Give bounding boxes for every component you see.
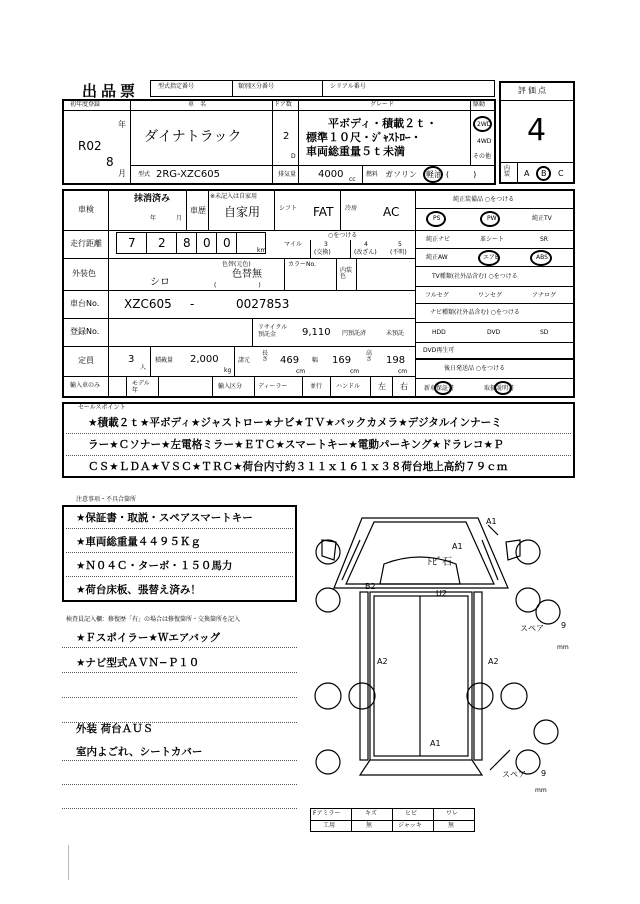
equip-tv: 純正TV	[532, 215, 552, 222]
model-value: 2RG-XZC605	[156, 169, 220, 180]
first-reg-year-unit: 年	[118, 120, 126, 129]
history-label: 車歴	[190, 206, 206, 215]
fuel-light-oil: 軽油	[426, 170, 442, 179]
chassis-number: 0027853	[236, 297, 290, 311]
mileage-unit: km	[257, 247, 267, 254]
docs-warranty-circle	[434, 381, 452, 395]
grade-label: グレード	[370, 101, 395, 108]
dims-label: 諸元	[238, 357, 251, 364]
first-reg-label: 初年度登録	[70, 101, 101, 108]
equip-pw-circle	[480, 211, 500, 227]
notes-label: 注意事項・不具合箇所	[76, 496, 137, 503]
equip-leather: 革シート	[480, 236, 505, 243]
damage-mark-u2: U2	[436, 589, 447, 598]
hgt-label: 高さ	[366, 350, 373, 363]
genuine-label: 純正装備品 ○をつける	[453, 196, 515, 203]
model-year-label: モデル年	[132, 380, 150, 395]
ac-label: 冷房	[345, 205, 358, 212]
mileage-digit-5: 0	[223, 236, 231, 250]
equip-airbag-circle	[478, 250, 500, 266]
interior-grade-b: B	[541, 169, 547, 178]
shaken-label: 車検	[78, 205, 94, 214]
equip-navi: 純正ナビ	[426, 236, 451, 243]
handle-left: 左	[378, 382, 386, 391]
miles-label: マイル	[284, 241, 302, 248]
meter-opt-unknown: (不明)	[390, 249, 407, 256]
chassis-label: 車台No.	[70, 299, 100, 308]
displacement-label: 排気量	[278, 171, 297, 178]
sales-point-line-3: ＣＳ★ＬＤＡ★ＶＳＣ★ＴＲＣ★荷台内寸約３１１ｘ１６１ｘ３８荷台地上高約７９ｃｍ	[88, 461, 508, 473]
import-parallel: 並行	[310, 383, 323, 390]
sales-point-line-2: ラー★Ｃソナー★左電格ミラー★ＥＴＣ★スマートキー★電動パーキング★ドラレコ★Ｐ	[88, 439, 504, 451]
navi-dvd-play: DVD再生可	[423, 347, 455, 354]
mileage-digit-1: 7	[128, 236, 136, 250]
meter-num-5: 5	[398, 241, 402, 248]
mileage-digit-4: 0	[203, 236, 211, 250]
color-code-label: カラーNo.	[288, 261, 316, 268]
capacity-label: 定員	[78, 356, 94, 365]
exterior-value: シロ	[150, 277, 170, 288]
load-value: 2,000	[190, 354, 219, 365]
legend-header-4: ワレ	[446, 810, 459, 817]
import-dealer: ディーラー	[258, 383, 288, 390]
color-paren: ( )	[214, 282, 261, 289]
mileage-box	[116, 232, 266, 254]
first-reg-month-unit: 月	[118, 169, 126, 178]
fuel-gasoline: ガソリン	[385, 170, 417, 179]
history-value: 自家用	[224, 205, 261, 219]
tv-analog: アナログ	[532, 292, 557, 299]
docs-manual: 取扱説明書	[484, 385, 515, 392]
equip-sr: SR	[540, 236, 548, 243]
legend-value-1: 工用	[323, 822, 336, 829]
docs-manual-circle	[494, 381, 512, 395]
doors-label: ドア数	[274, 101, 292, 108]
tv-fullseg: フルセグ	[425, 292, 449, 299]
class-no-label: 類別区分番号	[238, 83, 275, 90]
meter-opt-exchange: (交換)	[314, 249, 331, 256]
legend-value-4: 無	[448, 822, 455, 829]
inspector-line-5: 室内よごれ、シートカバー	[76, 746, 203, 758]
interior-label: 内装	[504, 165, 511, 178]
equip-airbag: エアB	[483, 254, 500, 261]
shift-value: FAT	[313, 205, 334, 219]
docs-label: 後日発送品 ○をつける	[444, 365, 506, 372]
legend-value-2: 無	[366, 822, 373, 829]
shaken-value: 抹消済み	[134, 194, 171, 204]
drive-label: 駆動	[473, 101, 486, 108]
spare-value-bottom: 9	[541, 769, 547, 778]
shaken-month-unit: 月	[176, 215, 183, 222]
interior-color-label: 内装色	[340, 267, 353, 280]
damage-mark-a2-right: A2	[488, 657, 499, 666]
first-reg-month: 8	[106, 155, 114, 169]
docs-warranty: 新車保証書	[424, 385, 455, 392]
legend-header-1: Fアミラー	[313, 810, 341, 817]
equip-ps-circle	[426, 211, 446, 227]
import-year-label: 輸入車のみ	[70, 382, 101, 389]
capacity-value: 3	[128, 354, 135, 365]
spare-label-top: スペア	[520, 624, 544, 633]
doors-sub: D	[291, 153, 296, 160]
color-change-value: 色替無	[232, 269, 262, 280]
grade-line-1: 平ボディ・積載２ｔ・	[328, 117, 438, 130]
navi-sd: SD	[540, 329, 549, 336]
drive-2wd: 2WD	[477, 121, 492, 128]
load-label: 積載量	[155, 357, 174, 364]
meter-circle-hint: ○をつける	[328, 232, 358, 239]
model-label: 型式	[138, 171, 151, 178]
ac-value: AC	[383, 205, 400, 219]
wid-value: 169	[332, 355, 352, 366]
note-line-3: ★Ｎ０４Ｃ・ターボ・１５０馬力	[76, 560, 233, 572]
type-cert-label: 型式指定番号	[158, 83, 195, 90]
shaken-year-unit: 年	[150, 215, 157, 222]
rating-value: 4	[527, 113, 547, 148]
tv-type-label: TV種類(社外品含む) ○をつける	[432, 273, 518, 280]
serial-label: シリアル番号	[330, 83, 366, 90]
recycle-unit: 円預託済	[342, 330, 367, 337]
legend-header-3: ヒビ	[405, 810, 418, 817]
grade-line-3: 車両総重量５ｔ未満	[306, 145, 405, 158]
note-line-2: ★車両総重量４４９５Ｋｇ	[76, 536, 201, 548]
grade-line-2: 標準１０尺・ｼﾞｬｽﾄﾛｰ・	[306, 131, 422, 144]
damage-mark-a1-front: A1	[452, 542, 463, 551]
fuel-label: 燃料	[366, 171, 379, 178]
len-label: 長さ	[262, 350, 269, 363]
equip-abs: ABS	[536, 254, 548, 261]
chassis-dash: -	[190, 297, 195, 311]
spare-label-bottom: スペア	[502, 770, 526, 779]
meter-num-3: 3	[324, 241, 328, 248]
inspector-line-1: ★Ｆスポイラー★Ｗエアバッグ	[76, 632, 220, 644]
damage-mark-a1-rear: A1	[430, 739, 441, 748]
shift-label: シフト	[279, 205, 298, 212]
recycle-value: 9,110	[302, 327, 331, 338]
color-no-label: 色替(元色)	[222, 261, 251, 268]
fuel-circle	[423, 166, 443, 183]
truck-diagram	[300, 500, 580, 800]
spare-mm-top: mm	[557, 644, 569, 651]
drive-other: その他	[473, 153, 492, 160]
wid-label: 幅	[312, 357, 319, 364]
rating-title: 評価点	[518, 86, 548, 95]
fuel-paren: ( )	[446, 170, 477, 179]
interior-grade-c: C	[558, 169, 564, 178]
tv-oneseg: ワンセグ	[478, 292, 503, 299]
navi-dvd: DVD	[487, 329, 501, 336]
inspector-line-4: 外装 荷台ＡＵＳ	[76, 723, 154, 735]
len-value: 469	[280, 355, 300, 366]
car-name: ダイナトラック	[144, 129, 242, 145]
hgt-value: 198	[386, 355, 406, 366]
mileage-digit-2: 2	[158, 236, 166, 250]
interior-grade-a: A	[524, 169, 530, 178]
exterior-label: 外装色	[72, 269, 96, 278]
damage-mark-a1-cab: A1	[486, 517, 497, 526]
capacity-unit: 人	[140, 364, 147, 371]
damage-mark-b2: B2	[365, 582, 376, 591]
recycle-label: リサイクル預託金	[258, 324, 288, 339]
legend-header-2: キズ	[365, 810, 377, 817]
handle-right: 右	[400, 382, 408, 391]
mileage-digit-3: 8	[183, 236, 191, 250]
spare-mm-bottom: mm	[535, 787, 547, 794]
equip-abs-circle	[530, 250, 552, 266]
meter-opt-tamper: (改ざん)	[354, 249, 377, 256]
hgt-unit: cm	[398, 368, 408, 375]
handle-label: ハンドル	[336, 383, 361, 390]
sales-point-line-1: ★積載２ｔ★平ボディ★ジャストロー★ナビ★ＴＶ★バックカメラ★デジタルインナーミ	[88, 417, 502, 429]
spare-value-top: 9	[561, 621, 567, 630]
interior-grade-b-circle	[536, 166, 551, 181]
note-line-4: ★荷台床板、張替え済み！	[76, 584, 201, 596]
legend-value-3: ジャッキ	[398, 822, 422, 829]
inspector-line-2: ★ナビ型式ＡＶＮ−Ｐ１０	[76, 657, 200, 669]
mileage-label: 走行距離	[70, 239, 102, 248]
page-title: 出品票	[82, 82, 140, 100]
displacement-value: 4000	[318, 169, 344, 180]
wid-unit: cm	[350, 368, 360, 375]
car-name-label: 車 名	[188, 101, 207, 108]
damage-mark-chip: ﾄﾋﾞ石	[427, 557, 452, 568]
sales-points-label: セールスポイント	[78, 404, 126, 411]
len-unit: cm	[296, 368, 306, 375]
meter-num-4: 4	[364, 241, 368, 248]
displacement-unit: cc	[349, 176, 356, 183]
import-kind-label: 輸入区分	[218, 383, 243, 390]
damage-mark-a2-left: A2	[377, 657, 388, 666]
chassis-model: XZC605	[124, 297, 172, 311]
regno-label: 登録No.	[70, 327, 100, 336]
drive-4wd: 4WD	[477, 138, 492, 145]
recycle-unpaid: 未預託	[386, 330, 405, 337]
equip-pw: PW	[487, 215, 497, 222]
drive-2wd-circle	[473, 116, 492, 132]
load-unit: kg	[224, 367, 232, 374]
navi-type-label: ナビ種類(社外品含む) ○をつける	[430, 309, 520, 316]
equip-aw: 純正AW	[426, 254, 448, 261]
history-note: ※未記入は自家用	[210, 193, 258, 200]
note-line-1: ★保証書・取説・スペアスマートキー	[76, 512, 253, 524]
doors-value: 2	[283, 131, 290, 142]
equip-ps: PS	[433, 215, 441, 222]
first-reg-era: R02	[78, 139, 102, 153]
inspector-label: 検査員記入欄：修復歴「有」の場合は修復箇所・交換箇所を記入	[66, 616, 241, 623]
navi-hdd: HDD	[432, 329, 446, 336]
